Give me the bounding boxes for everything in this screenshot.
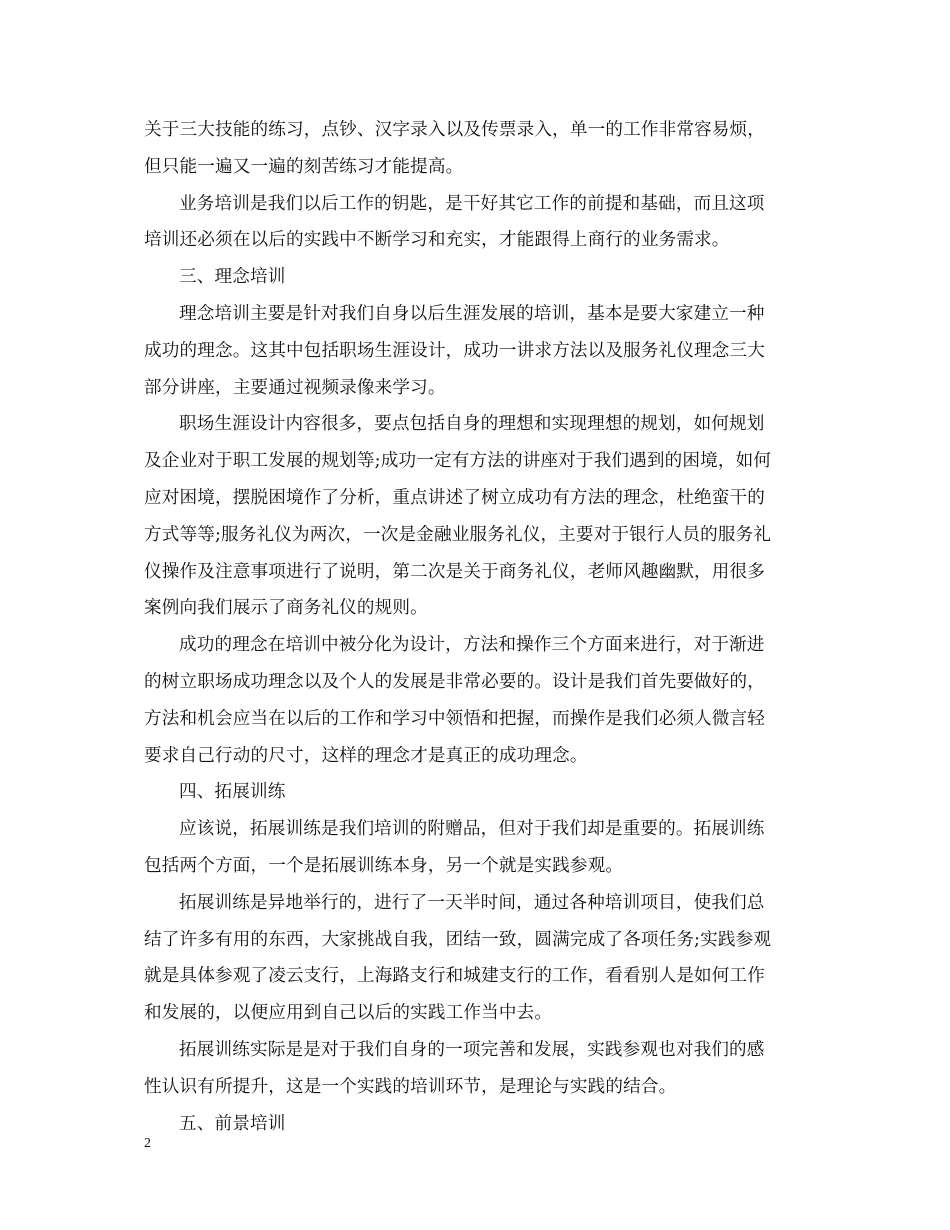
text-line: 结了许多有用的东西，大家挑战自我，团结一致，圆满完成了各项任务;实践参观 (144, 929, 772, 950)
text-line: 就是具体参观了凌云支行，上海路支行和城建支行的工作，看看别人是如何工作 (144, 966, 766, 987)
text-line: 职场生涯设计内容很多，要点包括自身的理想和实现理想的规划，如何规划 (179, 414, 765, 435)
page-number: 2 (144, 1136, 151, 1151)
text-line: 案例向我们展示了商务礼仪的规则。 (144, 598, 428, 619)
text-line: 拓展训练是异地举行的，进行了一天半时间，通过各种培训项目，使我们总 (179, 892, 765, 913)
text-line: 包括两个方面，一个是拓展训练本身，另一个就是实践参观。 (144, 855, 624, 876)
text-line: 五、前景培训 (179, 1113, 286, 1134)
text-line: 成功的理念在培训中被分化为设计，方法和操作三个方面来进行，对于渐进 (179, 635, 765, 656)
document-body (144, 112, 814, 1142)
text-line: 仪操作及注意事项进行了说明，第二次是关于商务礼仪，老师风趣幽默，用很多 (144, 561, 766, 582)
text-line: 业务培训是我们以后工作的钥匙，是干好其它工作的前提和基础，而且这项 (179, 193, 765, 214)
text-line: 应对困境，摆脱困境作了分析，重点讲述了树立成功有方法的理念，杜绝蛮干的 (144, 487, 766, 508)
text-line: 三、理念培训 (179, 267, 286, 288)
text-line: 应该说，拓展训练是我们培训的附赠品，但对于我们却是重要的。拓展训练 (179, 819, 765, 840)
text-line: 要求自己行动的尺寸，这样的理念才是真正的成功理念。 (144, 745, 588, 766)
text-line: 理念培训主要是针对我们自身以后生涯发展的培训，基本是要大家建立一种 (179, 303, 765, 324)
text-line: 关于三大技能的练习，点钞、汉字录入以及传票录入，单一的工作非常容易烦， (144, 120, 766, 140)
text-line: 但只能一遍又一遍的刻苦练习才能提高。 (144, 156, 464, 177)
text-line: 拓展训练实际是是对于我们自身的一项完善和发展，实践参观也对我们的感 (179, 1039, 765, 1060)
text-line: 及企业对于职工发展的规划等;成功一定有方法的讲座对于我们遇到的困境，如何 (144, 451, 772, 472)
text-line: 的树立职场成功理念以及个人的发展是非常必要的。设计是我们首先要做好的， (144, 671, 766, 692)
text-line: 方法和机会应当在以后的工作和学习中领悟和把握，而操作是我们必须人微言轻 (144, 708, 766, 729)
text-line: 四、拓展训练 (179, 782, 286, 803)
text-line: 和发展的，以便应用到自己以后的实践工作当中去。 (144, 1003, 553, 1024)
text-line: 培训还必须在以后的实践中不断学习和充实，才能跟得上商行的业务需求。 (144, 230, 730, 251)
text-line: 成功的理念。这其中包括职场生涯设计，成功一讲求方法以及服务礼仪理念三大 (144, 340, 766, 361)
text-line: 方式等等;服务礼仪为两次，一次是金融业服务礼仪，主要对于银行人员的服务礼 (144, 524, 772, 545)
text-line: 部分讲座，主要通过视频录像来学习。 (144, 377, 446, 398)
text-line: 性认识有所提升，这是一个实践的培训环节，是理论与实践的结合。 (144, 1076, 677, 1097)
